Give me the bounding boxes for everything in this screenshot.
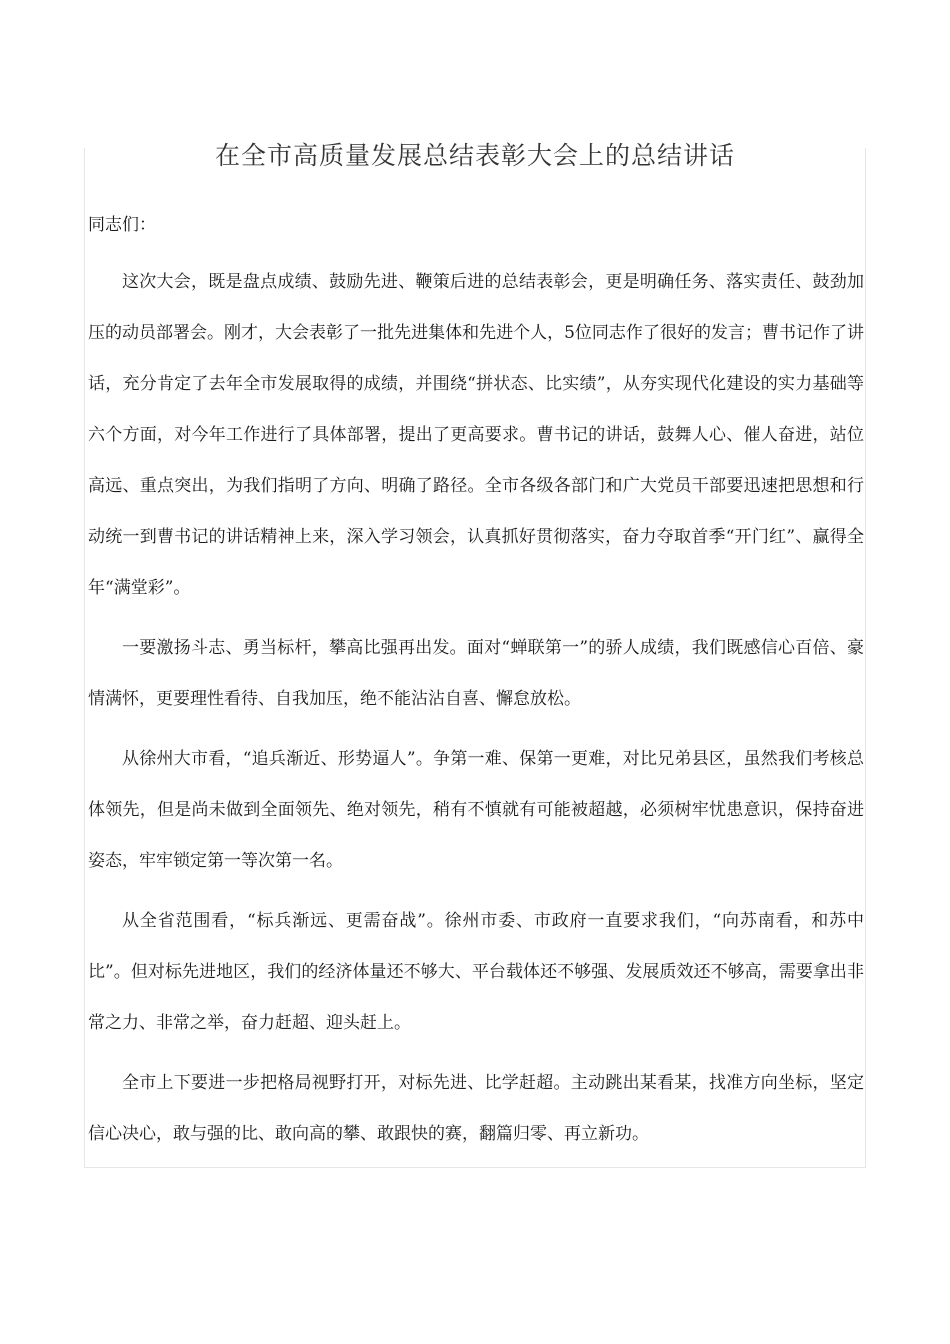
document-title: 在全市高质量发展总结表彰大会上的总结讲话 (214, 141, 735, 170)
paragraph-2: 一要激扬斗志、勇当标杆，攀高比强再出发。面对“蝉联第一”的骄人成绩，我们既感信心百倍、豪情满怀，更要理性看待、自我加压，绝不能沾沾自喜、懈怠放松。 (88, 638, 864, 709)
salutation: 同志们： (88, 215, 156, 235)
paragraph-3: 从徐州大市看，“追兵渐近、形势逼人”。争第一难、保第一更难，对比兄弟县区，虽然我们考核总体领先，但是尚未做到全面领先、绝对领先，稍有不慎就有可能被超越，必须树牢忧患意识，保持奋进姿态，牢牢锁定第一等次第一名。 (88, 749, 864, 871)
paragraph-5: 全市上下要进一步把格局视野打开，对标先进、比学赶超。主动跳出某看某，找准方向坐标，坚定信心决心，敢与强的比、敢向高的攀、敢跟快的赛，翻篇归零、再立新功。 (88, 1073, 864, 1144)
paragraph-1: 这次大会，既是盘点成绩、鼓励先进、鞭策后进的总结表彰会，更是明确任务、落实责任、鼓劲加压的动员部署会。刚才，大会表彰了一批先进集体和先进个人，5位同志作了很好的发言；曹书记作了讲话，充分肯定了去年全市发展取得的成绩，并围绕“拼状态、比实绩”，从夯实现代化建设的实力基础等六个方面，对今年工作进行了具体部署，提出了更高要求。曹书记的讲话，鼓舞人心、催人奋进，站位高远、重点突出，为我们指明了方向、明确了路径。全市各级各部门和广大党员干部要迅速把思想和行动统一到曹书记的讲话精神上来，深入学习领会，认真抓好贯彻落实，奋力夺取首季“开门红”、赢得全年“满堂彩”。 (88, 272, 864, 598)
document-body (88, 200, 864, 1169)
paragraph-4: 从全省范围看，“标兵渐远、更需奋战”。徐州市委、市政府一直要求我们，“向苏南看，和苏中比”。但对标先进地区，我们的经济体量还不够大、平台载体还不够强、发展质效还不够高，需要拿出非常之力、非常之举，奋力赶超、迎头赶上。 (88, 911, 864, 1033)
